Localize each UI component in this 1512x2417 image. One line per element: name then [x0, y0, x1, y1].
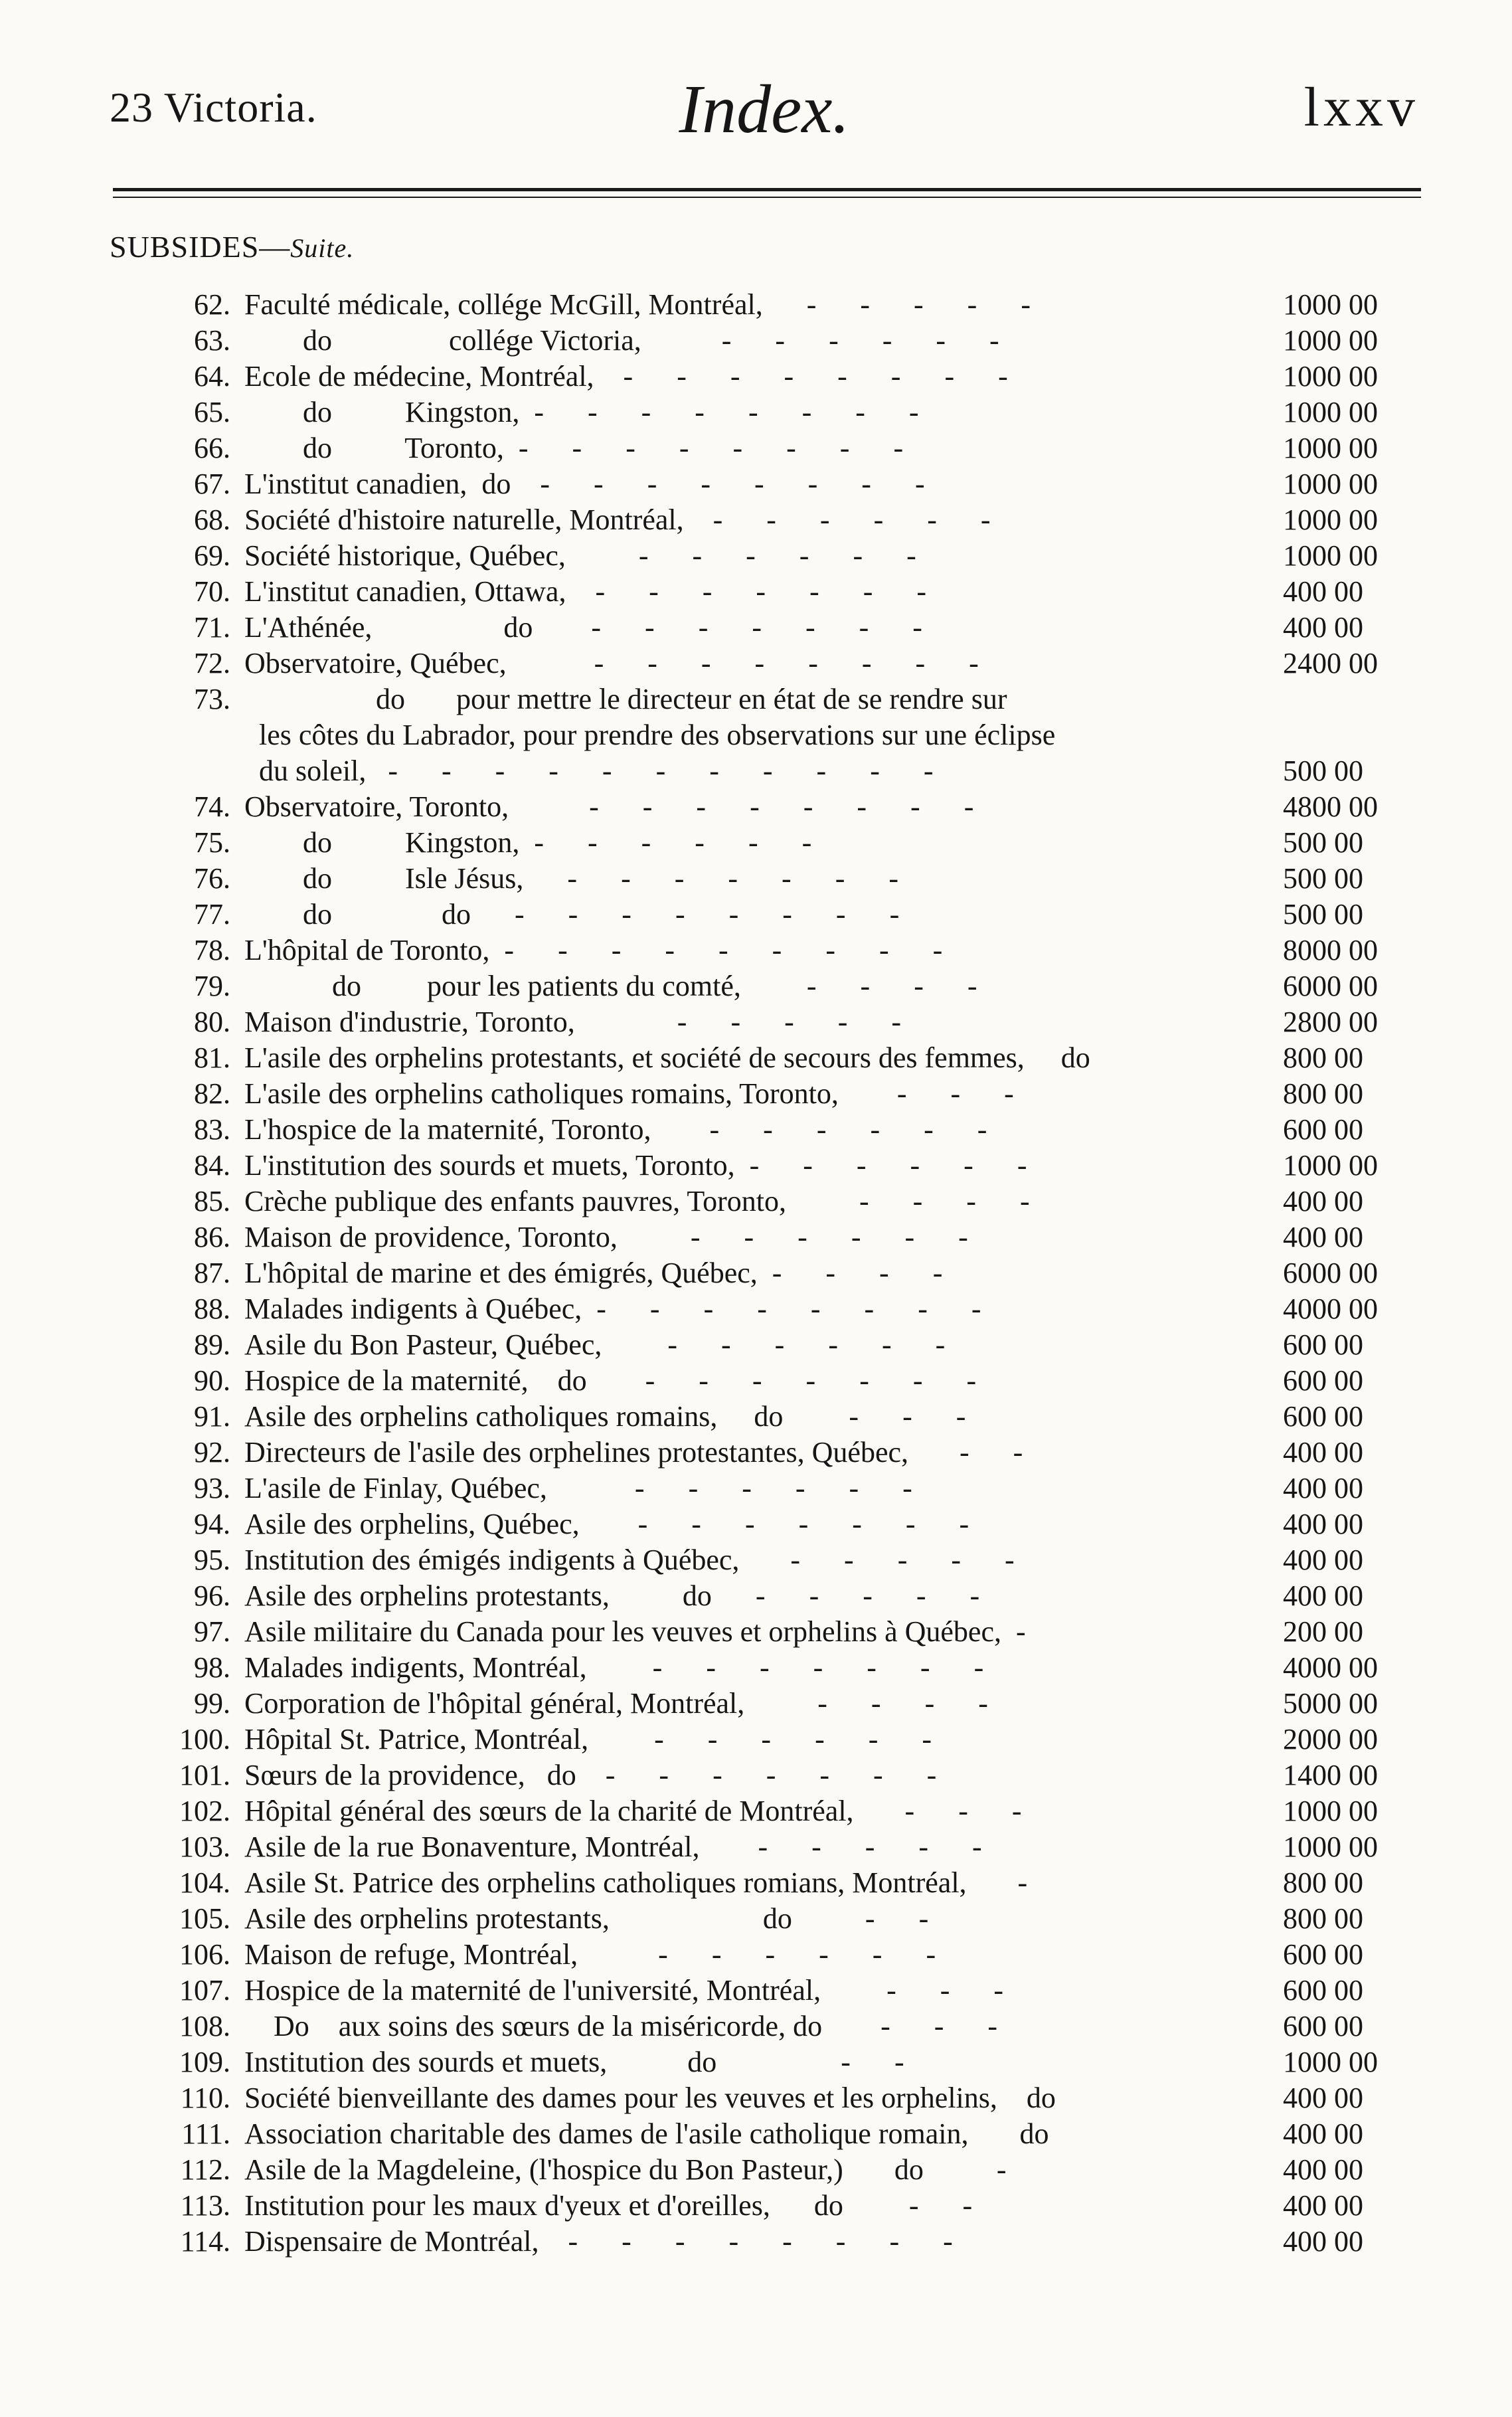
entry-amount: 6000 00: [1283, 970, 1378, 1002]
entry-description: Association charitable des dames de l'asile catholique romain, do: [244, 2117, 1049, 2150]
entry-number: 79.: [194, 970, 230, 1002]
entry-amount: 4000 00: [1283, 1651, 1378, 1684]
entry-number: 77.: [194, 898, 230, 931]
entry-description: L'asile de Finlay, Québec, - - - - - -: [244, 1472, 912, 1504]
entry-description: Maison de providence, Toronto, - - - - - -: [244, 1221, 968, 1253]
list-item: [0, 2116, 1512, 2152]
header-page-number: lxxv: [1303, 76, 1419, 138]
entry-description: Asile de la Magdeleine, (l'hospice du Bon Pasteur,) do -: [244, 2153, 1007, 2186]
list-item: [0, 717, 1512, 753]
list-item: [0, 538, 1512, 574]
entry-description: Maison de refuge, Montréal, - - - - - -: [244, 1938, 936, 1971]
entry-number: 95.: [194, 1544, 230, 1576]
entry-description: do Isle Jésus, - - - - - - -: [244, 862, 898, 895]
entry-amount: 1000 00: [1283, 324, 1378, 357]
entry-number: 93.: [194, 1472, 230, 1504]
entry-amount: 500 00: [1283, 898, 1363, 931]
entry-amount: 1000 00: [1283, 1831, 1378, 1863]
entry-description: Asile des orphelins protestants, do - - - - -: [244, 1579, 980, 1612]
entry-description: L'institution des sourds et muets, Toronto, - - - - - -: [244, 1149, 1027, 1182]
entry-description: do Toronto, - - - - - - - -: [244, 432, 904, 464]
header-rule-thin: [113, 197, 1421, 198]
entry-number: 74.: [194, 790, 230, 823]
entry-description: do Kingston, - - - - - - - -: [244, 396, 919, 428]
entry-description: du soleil, - - - - - - - - - - -: [244, 755, 934, 787]
entry-number: 62.: [194, 288, 230, 321]
entry-description: Do aux soins des sœurs de la miséricorde, do - - -: [244, 2010, 998, 2042]
entry-description: Observatoire, Toronto, - - - - - - - -: [244, 790, 974, 823]
entry-amount: 400 00: [1283, 2225, 1363, 2258]
entry-amount: 800 00: [1283, 1041, 1363, 1074]
entry-list: [0, 287, 1512, 2260]
entry-amount: 400 00: [1283, 1544, 1363, 1576]
section-heading: [110, 229, 354, 264]
list-item: [0, 1255, 1512, 1291]
entry-amount: 1000 00: [1283, 432, 1378, 464]
list-item: [0, 753, 1512, 789]
entry-description: do pour mettre le directeur en état de se rendre sur: [244, 683, 1007, 715]
list-item: [0, 1722, 1512, 1757]
entry-number: 66.: [194, 432, 230, 464]
entry-number: 88.: [194, 1293, 230, 1325]
list-item: [0, 2152, 1512, 2188]
entry-description: L'asile des orphelins catholiques romains, Toronto, - - -: [244, 1077, 1014, 1110]
entry-description: Société historique, Québec, - - - - - -: [244, 539, 916, 572]
list-item: [0, 466, 1512, 502]
entry-amount: 1000 00: [1283, 360, 1378, 393]
entry-description: Hôpital St. Patrice, Montréal, - - - - - -: [244, 1723, 932, 1755]
entry-number: 101.: [179, 1759, 230, 1791]
entry-amount: 500 00: [1283, 862, 1363, 895]
entry-description: Asile du Bon Pasteur, Québec, - - - - - -: [244, 1328, 946, 1361]
entry-description: do pour les patients du comté, - - - -: [244, 970, 977, 1002]
entry-description: Malades indigents, Montréal, - - - - - - -: [244, 1651, 984, 1684]
entry-amount: 600 00: [1283, 2010, 1363, 2042]
entry-number: 94.: [194, 1508, 230, 1540]
entry-amount: 400 00: [1283, 1579, 1363, 1612]
entry-description: L'hospice de la maternité, Toronto, - - - - - -: [244, 1113, 987, 1146]
entry-number: 110.: [180, 2082, 230, 2114]
list-item: [0, 681, 1512, 717]
entry-number: 108.: [179, 2010, 230, 2042]
entry-amount: 600 00: [1283, 1328, 1363, 1361]
list-item: [0, 1757, 1512, 1793]
entry-description: L'institut canadien, do - - - - - - - -: [244, 468, 925, 500]
list-item: [0, 359, 1512, 395]
entry-number: 69.: [194, 539, 230, 572]
list-item: [0, 2188, 1512, 2224]
entry-number: 63.: [194, 324, 230, 357]
list-item: [0, 502, 1512, 538]
entry-amount: 400 00: [1283, 1472, 1363, 1504]
list-item: [0, 1219, 1512, 1255]
entry-amount: 800 00: [1283, 1866, 1363, 1899]
entry-amount: 400 00: [1283, 2117, 1363, 2150]
section-suffix: Suite.: [290, 233, 355, 263]
entry-number: 107.: [179, 1974, 230, 2007]
entry-amount: 4000 00: [1283, 1293, 1378, 1325]
entry-description: Asile militaire du Canada pour les veuves et orphelins à Québec, -: [244, 1615, 1026, 1648]
entry-number: 86.: [194, 1221, 230, 1253]
entry-amount: 400 00: [1283, 1436, 1363, 1469]
entry-amount: 2000 00: [1283, 1723, 1378, 1755]
entry-amount: 4800 00: [1283, 790, 1378, 823]
entry-number: 67.: [194, 468, 230, 500]
list-item: [0, 861, 1512, 897]
entry-number: 109.: [179, 2046, 230, 2078]
entry-description: L'asile des orphelins protestants, et société de secours des femmes, do: [244, 1041, 1090, 1074]
entry-number: 82.: [194, 1077, 230, 1110]
list-item: [0, 1793, 1512, 1829]
entry-amount: 200 00: [1283, 1615, 1363, 1648]
entry-number: 64.: [194, 360, 230, 393]
entry-amount: 8000 00: [1283, 934, 1378, 966]
entry-number: 102.: [179, 1795, 230, 1827]
entry-number: 99.: [194, 1687, 230, 1720]
header-volume: 23 Victoria.: [110, 84, 317, 131]
list-item: [0, 1435, 1512, 1471]
entry-number: 65.: [194, 396, 230, 428]
entry-number: 92.: [194, 1436, 230, 1469]
entry-description: Asile des orphelins, Québec, - - - - - - -: [244, 1508, 969, 1540]
entry-amount: 1000 00: [1283, 539, 1378, 572]
list-item: [0, 1076, 1512, 1112]
entry-description: Sœurs de la providence, do - - - - - - -: [244, 1759, 937, 1791]
entry-description: Institution des émigés indigents à Québec, - - - - -: [244, 1544, 1015, 1576]
entry-amount: 400 00: [1283, 1185, 1363, 1217]
list-item: [0, 2009, 1512, 2044]
list-item: [0, 574, 1512, 610]
entry-description: Hospice de la maternité de l'université, Montréal, - - -: [244, 1974, 1004, 2007]
list-item: [0, 287, 1512, 323]
entry-amount: 600 00: [1283, 1113, 1363, 1146]
entry-amount: 1000 00: [1283, 468, 1378, 500]
entry-description: Institution des sourds et muets, do - -: [244, 2046, 904, 2078]
list-item: [0, 430, 1512, 466]
entry-amount: 400 00: [1283, 1508, 1363, 1540]
entry-description: Ecole de médecine, Montréal, - - - - - - - -: [244, 360, 1008, 393]
entry-number: 87.: [194, 1257, 230, 1289]
entry-description: les côtes du Labrador, pour prendre des observations sur une éclipse: [244, 719, 1056, 751]
entry-amount: 600 00: [1283, 1938, 1363, 1971]
entry-number: 76.: [194, 862, 230, 895]
entry-amount: 800 00: [1283, 1077, 1363, 1110]
entry-amount: 800 00: [1283, 1902, 1363, 1935]
list-item: [0, 1865, 1512, 1901]
entry-description: L'hôpital de Toronto, - - - - - - - - -: [244, 934, 943, 966]
list-item: [0, 610, 1512, 646]
entry-description: Malades indigents à Québec, - - - - - - - -: [244, 1293, 981, 1325]
entry-amount: 500 00: [1283, 826, 1363, 859]
entry-amount: 400 00: [1283, 611, 1363, 644]
entry-description: Asile des orphelins protestants, do - -: [244, 1902, 929, 1935]
entry-amount: 600 00: [1283, 1400, 1363, 1433]
entry-number: 112.: [180, 2153, 230, 2186]
list-item: [0, 1542, 1512, 1578]
entry-number: 106.: [179, 1938, 230, 1971]
entry-amount: 1000 00: [1283, 396, 1378, 428]
list-item: [0, 897, 1512, 933]
header-title: Index.: [679, 71, 850, 147]
list-item: [0, 1148, 1512, 1184]
list-item: [0, 1004, 1512, 1040]
list-item: [0, 1937, 1512, 1973]
page-header: [110, 70, 1419, 147]
entry-description: Corporation de l'hôpital général, Montréal, - - - -: [244, 1687, 988, 1720]
list-item: [0, 1578, 1512, 1614]
entry-description: Société d'histoire naturelle, Montréal, - - - - - -: [244, 503, 991, 536]
header-rule-thick: [113, 188, 1421, 191]
list-item: [0, 646, 1512, 681]
entry-amount: 400 00: [1283, 2189, 1363, 2222]
list-item: [0, 1650, 1512, 1686]
entry-amount: 1000 00: [1283, 1795, 1378, 1827]
entry-description: Hôpital général des sœurs de la charité de Montréal, - - -: [244, 1795, 1022, 1827]
entry-number: 83.: [194, 1113, 230, 1146]
entry-description: Hospice de la maternité, do - - - - - - -: [244, 1364, 977, 1397]
entry-number: 85.: [194, 1185, 230, 1217]
entry-amount: 5000 00: [1283, 1687, 1378, 1720]
entry-description: Faculté médicale, collége McGill, Montréal, - - - - -: [244, 288, 1031, 321]
list-item: [0, 1040, 1512, 1076]
entry-number: 111.: [181, 2117, 230, 2150]
list-item: [0, 933, 1512, 968]
entry-amount: 600 00: [1283, 1974, 1363, 2007]
entry-description: Dispensaire de Montréal, - - - - - - - -: [244, 2225, 953, 2258]
entry-number: 104.: [179, 1866, 230, 1899]
entry-amount: 500 00: [1283, 755, 1363, 787]
list-item: [0, 1363, 1512, 1399]
entry-amount: 2400 00: [1283, 647, 1378, 679]
list-item: [0, 968, 1512, 1004]
entry-description: do do - - - - - - - -: [244, 898, 900, 931]
entry-amount: 1400 00: [1283, 1759, 1378, 1791]
entry-description: do collége Victoria, - - - - - -: [244, 324, 999, 357]
entry-number: 72.: [194, 647, 230, 679]
list-item: [0, 825, 1512, 861]
entry-amount: 1000 00: [1283, 503, 1378, 536]
entry-description: Maison d'industrie, Toronto, - - - - -: [244, 1006, 902, 1038]
list-item: [0, 1399, 1512, 1435]
entry-description: do Kingston, - - - - - -: [244, 826, 812, 859]
entry-amount: 400 00: [1283, 2082, 1363, 2114]
entry-amount: 400 00: [1283, 2153, 1363, 2186]
entry-amount: 2800 00: [1283, 1006, 1378, 1038]
entry-amount: 1000 00: [1283, 2046, 1378, 2078]
list-item: [0, 1829, 1512, 1865]
entry-amount: 400 00: [1283, 575, 1363, 608]
entry-description: Crèche publique des enfants pauvres, Toronto, - - - -: [244, 1185, 1030, 1217]
entry-description: L'institut canadien, Ottawa, - - - - - - -: [244, 575, 927, 608]
list-item: [0, 2044, 1512, 2080]
list-item: [0, 1471, 1512, 1506]
entry-description: L'Athénée, do - - - - - - -: [244, 611, 922, 644]
entry-number: 89.: [194, 1328, 230, 1361]
list-item: [0, 1614, 1512, 1650]
entry-amount: 6000 00: [1283, 1257, 1378, 1289]
list-item: [0, 1184, 1512, 1219]
entry-number: 71.: [194, 611, 230, 644]
list-item: [0, 1112, 1512, 1148]
entry-amount: 600 00: [1283, 1364, 1363, 1397]
list-item: [0, 1686, 1512, 1722]
entry-description: Asile des orphelins catholiques romains, do - - -: [244, 1400, 966, 1433]
entry-number: 75.: [194, 826, 230, 859]
entry-description: Observatoire, Québec, - - - - - - - -: [244, 647, 979, 679]
entry-description: L'hôpital de marine et des émigrés, Québec, - - - -: [244, 1257, 943, 1289]
entry-number: 70.: [194, 575, 230, 608]
section-title: SUBSIDES—: [110, 230, 291, 264]
list-item: [0, 2224, 1512, 2260]
list-item: [0, 1506, 1512, 1542]
list-item: [0, 2080, 1512, 2116]
list-item: [0, 1327, 1512, 1363]
list-item: [0, 1973, 1512, 2009]
entry-number: 98.: [194, 1651, 230, 1684]
entry-number: 73.: [194, 683, 230, 715]
list-item: [0, 1291, 1512, 1327]
list-item: [0, 323, 1512, 359]
entry-description: Société bienveillante des dames pour les veuves et les orphelins, do: [244, 2082, 1056, 2114]
entry-number: 90.: [194, 1364, 230, 1397]
entry-description: Asile St. Patrice des orphelins catholiques romians, Montréal, -: [244, 1866, 1028, 1899]
entry-number: 80.: [194, 1006, 230, 1038]
list-item: [0, 395, 1512, 430]
entry-number: 96.: [194, 1579, 230, 1612]
entry-number: 113.: [180, 2189, 230, 2222]
entry-number: 84.: [194, 1149, 230, 1182]
entry-number: 68.: [194, 503, 230, 536]
entry-number: 100.: [179, 1723, 230, 1755]
entry-description: Institution pour les maux d'yeux et d'oreilles, do - -: [244, 2189, 973, 2222]
entry-number: 78.: [194, 934, 230, 966]
list-item: [0, 789, 1512, 825]
entry-number: 103.: [179, 1831, 230, 1863]
entry-number: 105.: [179, 1902, 230, 1935]
entry-number: 81.: [194, 1041, 230, 1074]
entry-amount: 1000 00: [1283, 1149, 1378, 1182]
entry-amount: 400 00: [1283, 1221, 1363, 1253]
entry-number: 97.: [194, 1615, 230, 1648]
entry-description: Directeurs de l'asile des orphelines protestantes, Québec, - -: [244, 1436, 1023, 1469]
entry-description: Asile de la rue Bonaventure, Montréal, - - - - -: [244, 1831, 982, 1863]
list-item: [0, 1901, 1512, 1937]
entry-number: 91.: [194, 1400, 230, 1433]
entry-number: 114.: [180, 2225, 230, 2258]
entry-amount: 1000 00: [1283, 288, 1378, 321]
